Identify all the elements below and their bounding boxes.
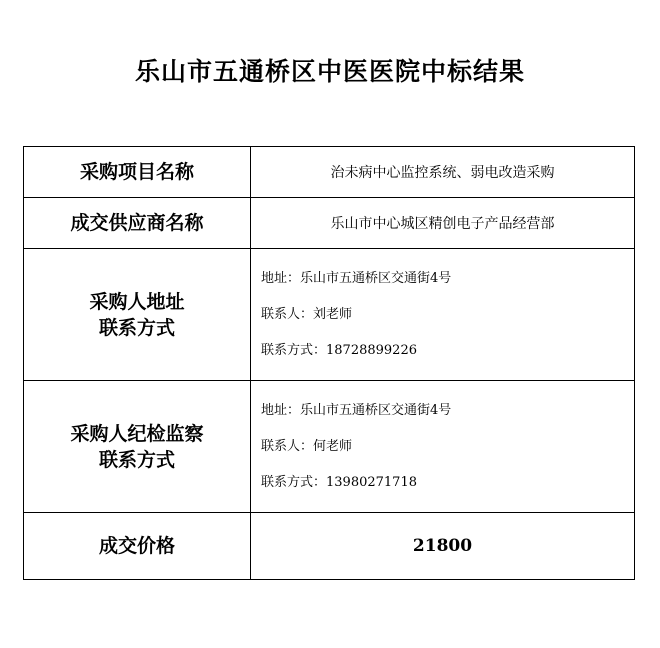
inspection-contact-block [251,402,634,492]
purchaser-address: 地址：乐山市五通桥区交通街4号 [261,270,452,286]
price-label: 成交价格 [24,513,251,580]
supplier-name-label: 成交供应商名称 [24,198,251,249]
purchaser-contact-person: 联系人：刘老师 [261,306,353,322]
inspection-phone: 联系方式：13980271718 [261,474,417,490]
table-row [24,249,635,381]
inspection-contact-value [251,381,635,513]
purchaser-contact-label [24,249,251,381]
table-row [24,513,635,580]
project-name-value: 治未病中心监控系统、弱电改造采购 [251,147,635,198]
inspection-contact-label-line2: 联系方式 [98,448,175,471]
inspection-contact-label-line1: 采购人纪检监察 [70,422,204,445]
purchaser-contact-label-line2: 联系方式 [98,316,175,339]
inspection-contact-person: 联系人：何老师 [261,438,353,454]
purchaser-phone: 联系方式：18728899226 [261,342,417,358]
inspection-contact-label [24,381,251,513]
table-row [24,198,635,249]
purchaser-contact-value [251,249,635,381]
result-table [23,146,635,580]
table-row [24,147,635,198]
purchaser-contact-block [251,270,634,360]
supplier-name-value: 乐山市中心城区精创电子产品经营部 [251,198,635,249]
price-value: 21800 [251,513,635,580]
table-row [24,381,635,513]
purchaser-contact-label-line1: 采购人地址 [89,290,185,313]
project-name-label: 采购项目名称 [24,147,251,198]
inspection-address: 地址：乐山市五通桥区交通街4号 [261,402,452,418]
document-title: 乐山市五通桥区中医医院中标结果 [134,57,525,86]
